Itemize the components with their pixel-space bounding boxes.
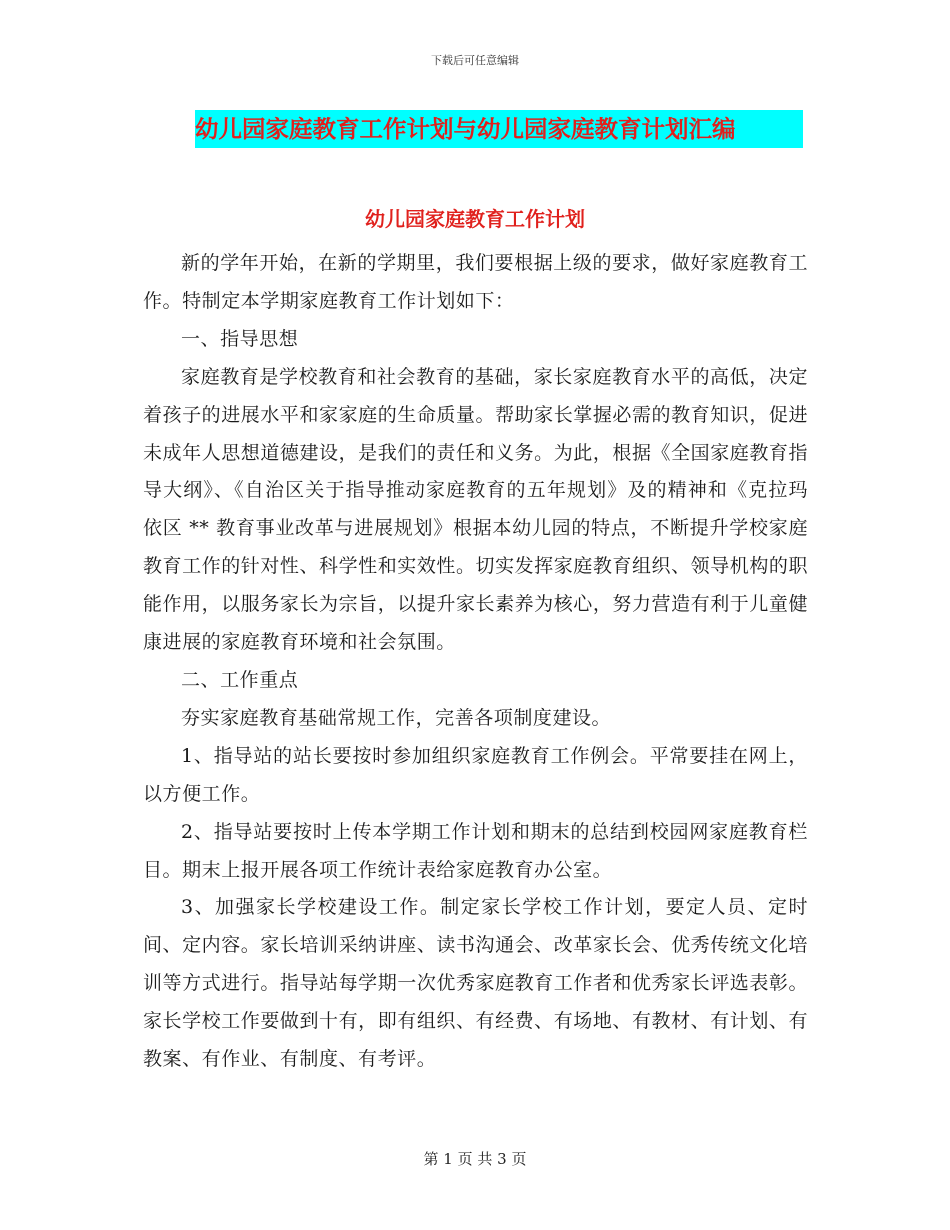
document-body bbox=[143, 245, 808, 1079]
work-focus-paragraph: 夯实家庭教育基础常规工作，完善各项制度建设。 bbox=[181, 706, 612, 729]
heading-guiding-ideology: 一、指导思想 bbox=[181, 327, 299, 350]
intro-paragraph: 新的学年开始，在新的学期里，我们要根据上级的要求，做好家庭教育工作。特制定本学期家庭教育工作计划如下： bbox=[143, 252, 808, 312]
list-item-1: 1、指导站的站长要按时参加组织家庭教育工作例会。平常要挂在网上，以方便工作。 bbox=[143, 744, 808, 805]
list-item-3: 3、加强家长学校建设工作。制定家长学校工作计划，要定人员、定时间、定内容。家长培训采纳讲座、读书沟通会、改革家长会、优秀传统文化培训等方式进行。指导站每学期一次优秀家庭教育工作者和优秀家长评选表彰。家长学校工作要做到十有，即有组织、有经费、有场地、有教材、有计划、有教案、有作业、有制度、有考评。 bbox=[143, 896, 808, 1071]
document-title: 幼儿园家庭教育工作计划与幼儿园家庭教育计划汇编 bbox=[195, 110, 803, 148]
heading-work-focus: 二、工作重点 bbox=[181, 668, 299, 691]
header-note: 下载后可任意编辑 bbox=[431, 54, 519, 67]
page-number: 第 1 页 共 3 页 bbox=[423, 1150, 527, 1168]
list-item-2: 2、指导站要按时上传本学期工作计划和期末的总结到校园网家庭教育栏目。期末上报开展各项工作统计表给家庭教育办公室。 bbox=[143, 820, 808, 881]
guiding-ideology-paragraph: 家庭教育是学校教育和社会教育的基础，家长家庭教育水平的高低，决定着孩子的进展水平和家家庭的生命质量。帮助家长掌握必需的教育知识，促进未成年人思想道德建设，是我们的责任和义务。为此，根据《全国家庭教育指导大纲》、《自治区关于指导推动家庭教育的五年规划》及的精神和《克拉玛依区 ** 教育事业改革与进展规划》根据本幼儿园的特点，不断提升学校家庭教育工作的针对性、科学性和实效性。切实发挥家庭教育组织、领导机构的职能作用，以服务家长为宗旨，以提升家长素养为核心，努力营造有利于儿童健康进展的家庭教育环境和社会氛围。 bbox=[143, 365, 808, 654]
section-title: 幼儿园家庭教育工作计划 bbox=[365, 207, 585, 231]
